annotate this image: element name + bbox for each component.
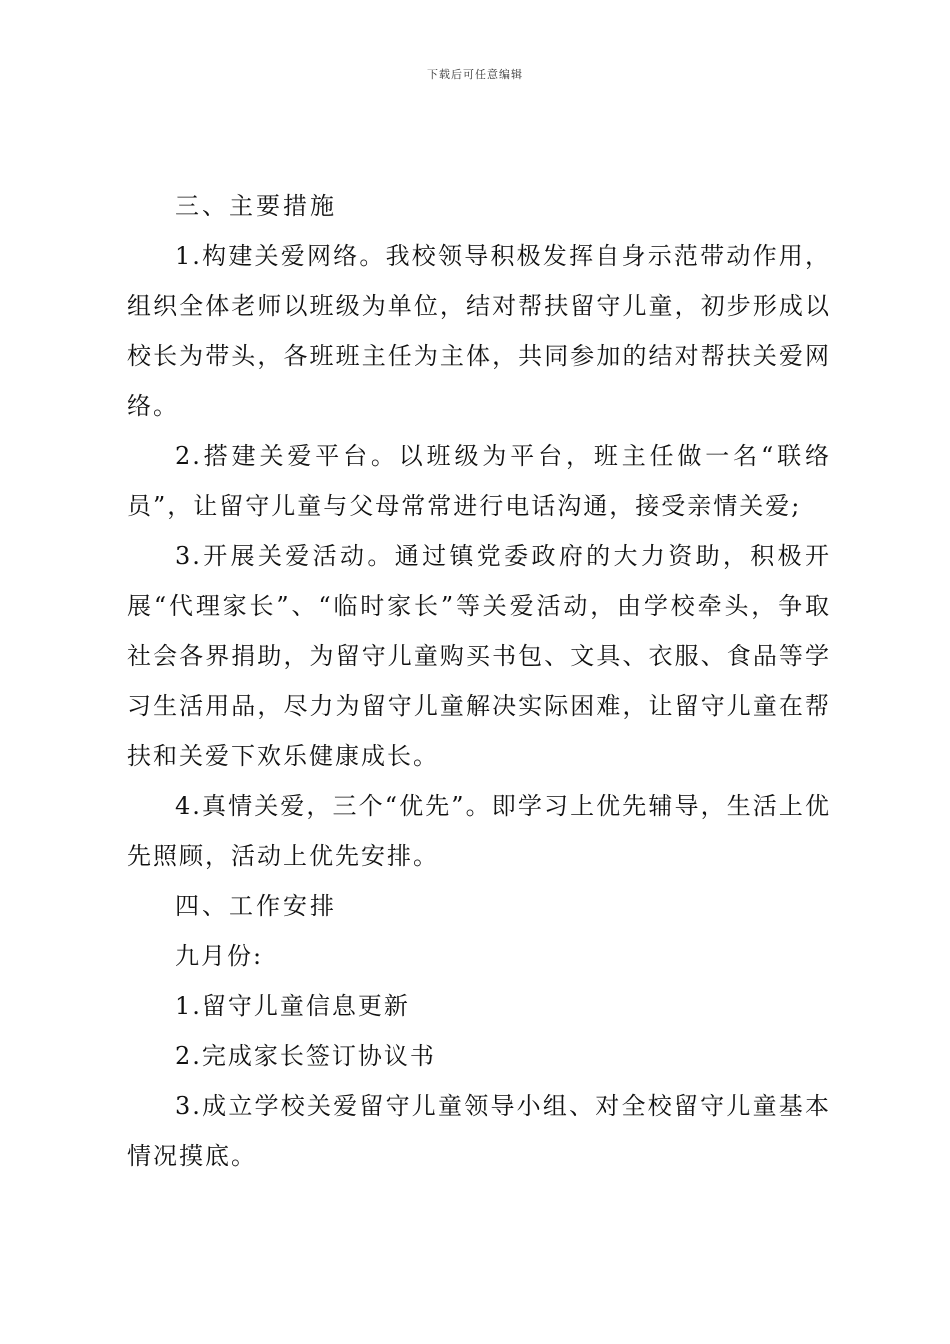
document-body — [127, 181, 831, 1181]
section-heading-schedule: 四、工作安排 — [175, 892, 337, 920]
paragraph-care-platform: 2.搭建关爱平台。以班级为平台，班主任做一名“联络员”，让留守儿童与父母常常进行电话沟通，接受亲情关爱; — [127, 442, 831, 520]
paragraph-three-priorities: 4.真情关爱，三个“优先”。即学习上优先辅导，生活上优先照顾，活动上优先安排。 — [127, 792, 831, 870]
schedule-item-1: 1.留守儿童信息更新 — [175, 992, 410, 1020]
schedule-item-3: 3.成立学校关爱留守儿童领导小组、对全校留守儿童基本情况摸底。 — [127, 1092, 831, 1170]
paragraph-care-network: 1.构建关爱网络。我校领导积极发挥自身示范带动作用，组织全体老师以班级为单位，结对帮扶留守儿童，初步形成以校长为带头，各班班主任为主体，共同参加的结对帮扶关爱网络。 — [127, 242, 831, 420]
schedule-item-2: 2.完成家长签订协议书 — [175, 1042, 436, 1070]
page-header-note: 下载后可任意编辑 — [427, 68, 523, 81]
schedule-month-label: 九月份: — [175, 942, 264, 970]
paragraph-care-activities: 3.开展关爱活动。通过镇党委政府的大力资助，积极开展“代理家长”、“临时家长”等关爱活动，由学校牵头，争取社会各界捐助，为留守儿童购买书包、文具、衣服、食品等学习生活用品，尽力为留守儿童解决实际困难，让留守儿童在帮扶和关爱下欢乐健康成长。 — [127, 542, 831, 770]
section-heading-measures: 三、主要措施 — [175, 192, 337, 220]
